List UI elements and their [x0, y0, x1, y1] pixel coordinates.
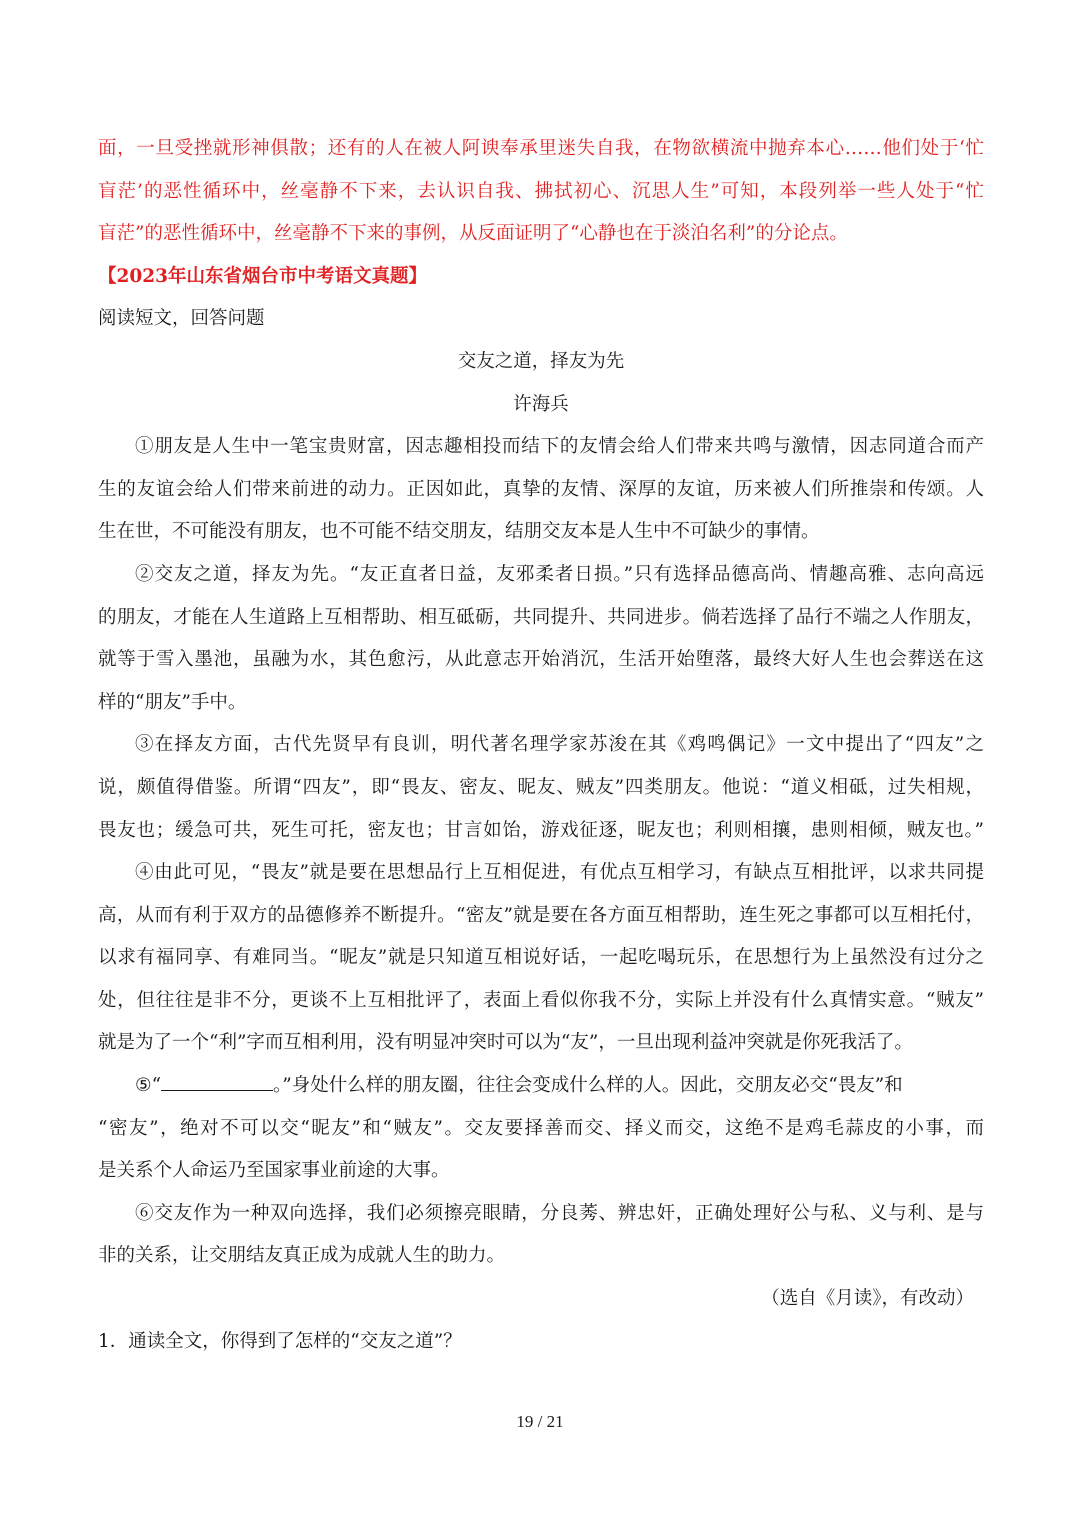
paragraph-line: ⑥交友作为一种双向选择，我们必须擦亮眼睛，分良莠、辨忠奸，正确处理好公与私、义与利、是与 — [135, 1202, 984, 1224]
paragraph-line: 非的关系，让交朋结友真正成为成就人生的助力。 — [98, 1245, 506, 1267]
paragraph-line: 是关系个人命运乃至国家事业前途的大事。 — [98, 1160, 450, 1182]
article-author: 许海兵 — [513, 393, 569, 415]
paragraph-prefix: ⑤“ — [135, 1075, 162, 1097]
paragraph-line: 就等于雪入墨池，虽融为水，其色愈污，从此意志开始消沉，生活开始堕落，最终大好人生也会葬送在这 — [98, 649, 984, 671]
paragraph-suffix: 。”身处什么样的朋友圈，往往会变成什么样的人。因此，交朋友必交“畏友”和 — [273, 1075, 903, 1097]
answer-line: 面，一旦受挫就形神俱散；还有的人在被人阿谀奉承里迷失自我，在物欲横流中抛弃本心……他们处于‘忙 — [98, 138, 984, 159]
document-page — [98, 128, 984, 1363]
paragraph-line: 样的“朋友”手中。 — [98, 691, 247, 713]
paragraph-line: 以求有福同享、有难同当。“昵友”就是只知道互相说好话，一起吃喝玩乐，在思想行为上虽然没有过分之 — [98, 947, 984, 969]
paragraph-line: 生的友谊会给人们带来前进的动力。正因如此，真挚的友情、深厚的友谊，历来被人们所推崇和传颂。人 — [98, 478, 984, 500]
page-number: 19 / 21 — [516, 1412, 564, 1431]
paragraph-4 — [98, 852, 984, 1065]
paragraph-line: 高，从而有利于双方的品德修养不断提升。“密友”就是要在各方面互相帮助，连生死之事都可以互相托付， — [98, 904, 984, 926]
paragraph-line: 就是为了一个“利”字而互相利用，没有明显冲突时可以为“友”，一旦出现利益冲突就是你死我活了。 — [98, 1032, 913, 1054]
answer-line: 盲茫”的恶性循环中，丝毫静不下来的事例，从反面证明了“心静也在于淡泊名利”的分论点。 — [98, 223, 848, 245]
paragraph-line: 处，但往往是非不分，更谈不上互相批评了，表面上看似你我不分，实际上并没有什么真情实意。“贼友” — [98, 989, 984, 1011]
paragraph-line: ②交友之道，择友为先。“友正直者日益，友邪柔者日损。”只有选择品德高尚、情趣高雅、志向高远 — [135, 563, 984, 585]
paragraph-line: “密友”，绝对不可以交“昵友”和“贼友”。交友要择善而交、择义而交，这绝不是鸡毛蒜皮的小事，而 — [98, 1117, 984, 1139]
article-title: 交友之道，择友为先 — [457, 350, 625, 372]
paragraph-line — [98, 1065, 984, 1108]
paragraph-5 — [98, 1065, 984, 1193]
paragraph-line: 畏友也；缓急可共，死生可托，密友也；甘言如饴，游戏征逐，昵友也；利则相攘，患则相倾，贼友也。” — [98, 819, 984, 841]
instruction-text: 阅读短文，回答问题 — [98, 308, 265, 330]
article-source: （选自《月读》，有改动） — [761, 1288, 974, 1310]
answer-line: 盲茫’的恶性循环中，丝毫静不下来，去认识自我、拂拭初心、沉思人生”可知，本段列举一些人处于“忙 — [98, 180, 984, 202]
paragraph-line: ③在择友方面，古代先贤早有良训，明代著名理学家苏浚在其《鸡鸣偶记》一文中提出了“四友”之 — [135, 734, 984, 756]
paragraph-line: 生在世，不可能没有朋友，也不可能不结交朋友，结朋交友本是人生中不可缺少的事情。 — [98, 521, 820, 543]
answer-explanation — [98, 128, 984, 256]
paragraph-6 — [98, 1193, 984, 1278]
paragraph-1 — [98, 426, 984, 554]
paragraph-2 — [98, 554, 984, 724]
paragraph-3 — [98, 724, 984, 852]
paragraph-line: ④由此可见，“畏友”就是要在思想品行上互相促进，有优点互相学习，有缺点互相批评，以求共同提 — [135, 862, 984, 884]
fill-in-blank[interactable] — [161, 1070, 273, 1091]
section-heading: 【2023年山东省烟台市中考语文真题】 — [98, 265, 427, 287]
question-1: 1．通读全文，你得到了怎样的“交友之道”？ — [98, 1330, 462, 1352]
paragraph-line: 说，颇值得借鉴。所谓“四友”，即“畏友、密友、昵友、贼友”四类朋友。他说：“道义相砥，过失相规， — [98, 776, 984, 798]
paragraph-line: 的朋友，才能在人生道路上互相帮助、相互砥砺，共同提升、共同进步。倘若选择了品行不端之人作朋友， — [98, 606, 984, 628]
paragraph-line: ①朋友是人生中一笔宝贵财富，因志趣相投而结下的友情会给人们带来共鸣与激情，因志同道合而产 — [135, 436, 984, 458]
